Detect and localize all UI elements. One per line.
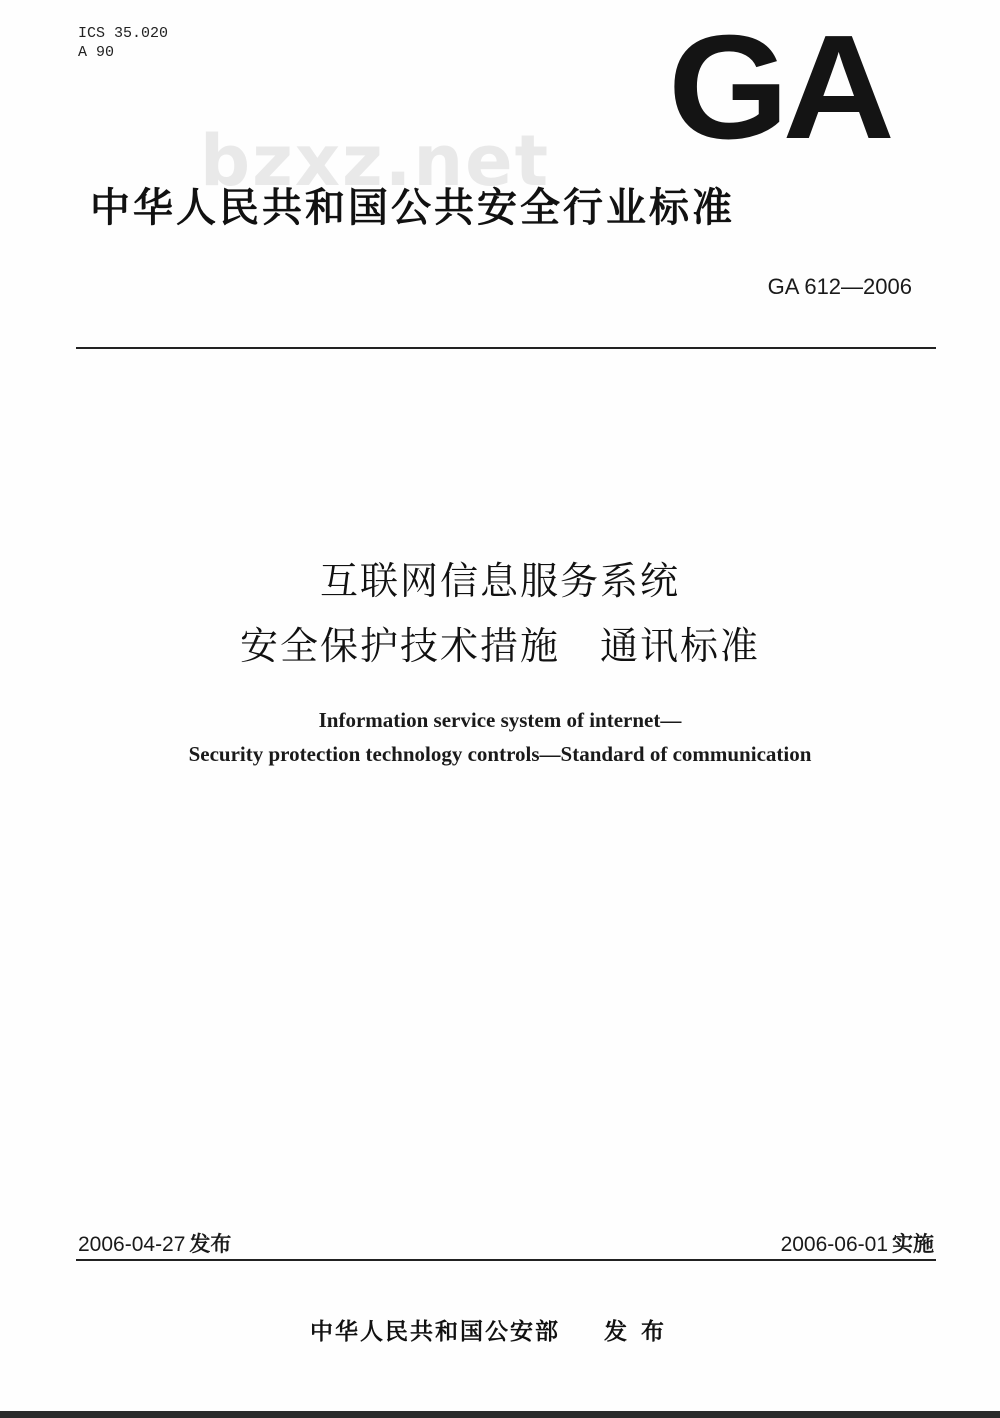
effective-date-label: 实施 [892,1232,934,1256]
publisher [310,1313,678,1346]
watermark: bzxz.net [200,120,551,202]
issue-date-label: 发布 [189,1232,232,1256]
ga-logo: GA [668,5,889,170]
issue-date-value: 2006-04-27 [78,1233,186,1256]
publisher-action: 发布 [604,1319,678,1345]
bottom-divider [76,1259,936,1261]
bottom-edge-bar [0,1411,1000,1418]
standard-number: GA 612—2006 [767,274,912,299]
title-en-line2: Security protection technology controls—Standard of communication [188,742,812,766]
effective-date [781,1228,934,1258]
classification-codes [78,24,168,62]
issue-date [78,1228,231,1258]
class-code: A 90 [78,44,115,61]
title-cn-line2: 安全保护技术措施 通讯标准 [239,624,760,668]
publisher-name: 中华人民共和国公安部 [310,1319,560,1345]
top-divider [76,347,936,349]
organization-title: 中华人民共和国公共安全行业标准 [90,185,735,231]
title-en-line1: Information service system of internet— [318,708,682,732]
effective-date-value: 2006-06-01 [780,1233,888,1256]
title-cn-line1: 互联网信息服务系统 [319,559,680,603]
ics-code: ICS 35.020 [78,25,169,42]
